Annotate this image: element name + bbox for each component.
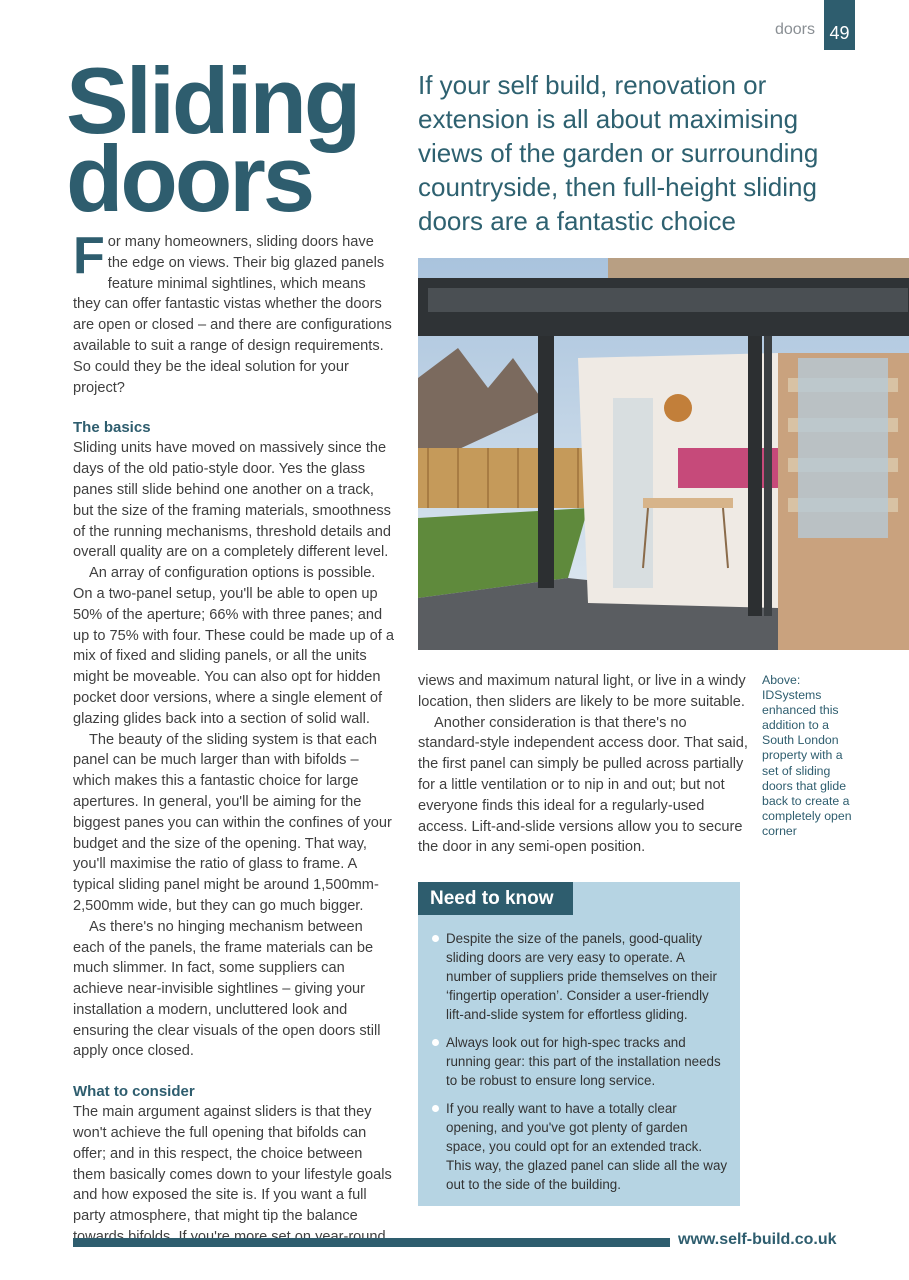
- list-item-text: If you really want to have a totally clear opening, and you've got plenty of garden space, you could opt for an extended track. This way, the glazed panel can slide all the way out to the side of the building.: [446, 1101, 728, 1192]
- middle-paragraph-2: Another consideration is that there's no standard-style independent access door. That said, the first panel can simply be pulled across partially for a little ventilation or to nip in and out; but not everyone finds this ideal for a regularly-used access. Lift-and-slide versions allow you to secure the door in any semi-open position.: [418, 714, 748, 856]
- need-to-know-list: [432, 929, 728, 1203]
- intro-paragraph: For many homeowners, sliding doors have the edge on views. Their big glazed panels feature minimal sightlines, which means they can offer fantastic vistas whether the doors are open or closed – and there are configurations available to suit a range of design requirements. So could they be the ideal solution for your project?: [73, 227, 392, 396]
- basics-paragraph-4: As there's no hinging mechanism between each of the panels, the frame materials can be much slimmer. In fact, some suppliers can achieve near-invisible sightlines – giving your installation a modern, uncluttered look and ensuring the clear visuals of the open doors still apply once closed.: [73, 918, 381, 1060]
- need-to-know-heading: Need to know: [418, 882, 573, 915]
- list-item: [432, 1099, 728, 1194]
- footer-url[interactable]: www.self-build.co.uk: [678, 1231, 837, 1248]
- photo-caption: Above: IDSystems enhanced this addition to a South London property with a set of sliding doors that glide back to create a completely open corner: [762, 673, 852, 838]
- consider-paragraph-1: The main argument against sliders is that they won't achieve the full opening that bifolds can offer; and in this respect, the choice between them basically comes down to your lifestyle goals and how exposed the site is. If you want a full party atmosphere, that might tip the balance: [73, 1104, 392, 1225]
- bullet-icon: [432, 935, 439, 942]
- list-item-text: Despite the size of the panels, good-quality sliding doors are very easy to operate. A number of suppliers pride themselves on their ‘fingertip operation’. Consider a user-friendly lift-and-slide system for effortless gliding.: [446, 931, 717, 1022]
- sliding-doors-illustration: [418, 258, 909, 650]
- middle-paragraph-1: views and maximum natural light, or live in a windy location, then sliders are likely to be more suitable.: [418, 673, 746, 710]
- title-line-1: Sliding: [66, 48, 359, 153]
- page-number: 49: [824, 0, 855, 50]
- standfirst: If your self build, renovation or extension is all about maximising views of the garden or surrounding countryside, then full-height sliding doors are a fantastic choice: [418, 70, 819, 236]
- footer-rule: [73, 1238, 670, 1247]
- body-column-middle: [418, 671, 748, 858]
- consider-heading: What to consider: [73, 1083, 195, 1101]
- list-item: [432, 1033, 728, 1090]
- need-to-know-box: [418, 882, 740, 1206]
- section-label: doors: [774, 21, 815, 38]
- list-item-text: Always look out for high-spec tracks and running gear: this part of the installation needs to be robust to ensure long service.: [446, 1035, 721, 1088]
- bullet-icon: [432, 1105, 439, 1112]
- article-title: [66, 48, 406, 231]
- bullet-icon: [432, 1039, 439, 1046]
- basics-heading: The basics: [73, 419, 151, 437]
- title-line-2: doors: [66, 126, 313, 231]
- basics-paragraph-1: Sliding units have moved on massively since the days of the old patio-style door. Yes the glass panes still slide behind one another on a track, but the size of the framing materials, smoothness of the running mechanisms, threshold details and overall quality are on a completely different level.: [73, 440, 392, 561]
- basics-paragraph-3: The beauty of the sliding system is that each panel can be much larger than with bifolds – which makes this a fantastic choice for large apertures. In general, you'll be aiming for the biggest panes you can within the confines of your budget and the size of the opening. That way, you'll maximise the ratio of glass to frame. A typical sliding panel might be around 1,500mm-2,500mm wide, but they can go much bigger.: [73, 731, 392, 914]
- list-item: [432, 929, 728, 1024]
- basics-paragraph-2: An array of configuration options is possible. On a two-panel setup, you'll be able to open up 50% of the aperture; 66% with three panes; and up to 75% with four. These could be made up of a mix of fixed and sliding panels, or all the units might be moveable. You can also opt for hidden pocket door versions, where a single element of glazing glides back into a section of solid wall.: [73, 565, 395, 727]
- body-column-left: [73, 227, 395, 1248]
- extension-photo: [418, 258, 909, 650]
